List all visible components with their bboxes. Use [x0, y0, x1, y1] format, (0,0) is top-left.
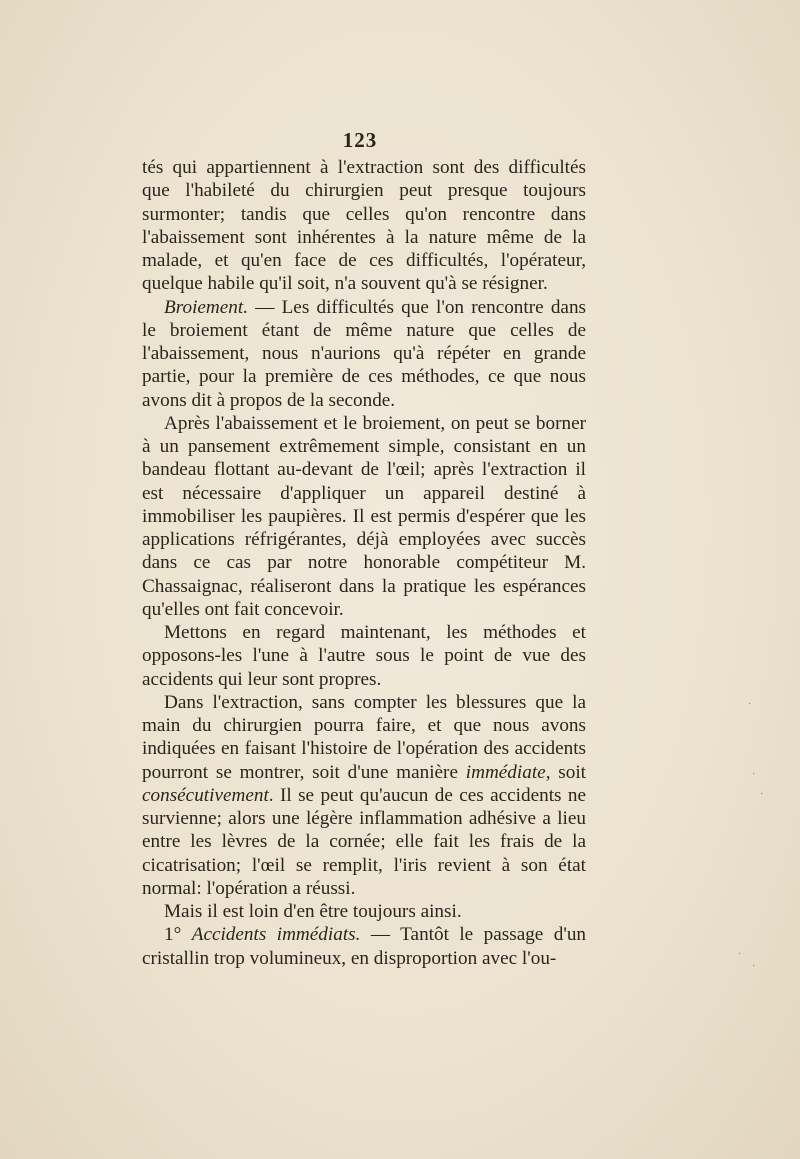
paragraph-2 — [142, 296, 586, 412]
paper-speck: · — [760, 789, 764, 800]
paper-speck: · — [738, 949, 742, 960]
numbered-lead: 1° — [164, 924, 192, 946]
paragraph-2-text: — Les difficultés que l'on rencontre dans le broiement étant de même nature que celles de l'abaissement, nous n'aurions qu'à répéter en grande partie, pour la première de ces méthodes, ce que nous avons dit à propos de la seconde. — [142, 296, 586, 411]
paragraph-5 — [142, 691, 586, 900]
body-text — [142, 156, 586, 970]
paragraph-5-part-3: . Il se peut qu'aucun de ces accidents ne survienne; alors une légère inflammation adhésive a lieu entre les lèvres de la cornée; elle fait les frais de la cicatrisation; l'œil se remplit, l'iris revient à son état normal: l'opération a réussi. — [142, 784, 586, 899]
paragraph-1: tés qui appartiennent à l'extraction sont des difficultés que l'habileté du chirurgien peut presque toujours surmonter; tandis que celles qu'on rencontre dans l'abaissement sont inhérentes à la nature même de la malade, et qu'en face de ces difficultés, l'opérateur, quelque habile qu'il soit, n'a souvent qu'à se résigner. — [142, 157, 586, 295]
paper-speck: · — [748, 699, 752, 710]
paper-speck: · — [752, 961, 756, 972]
page-number: 123 — [342, 128, 378, 152]
italic-consecutivement: consécutivement — [142, 784, 269, 806]
paragraph-5-part-2: , soit — [545, 761, 586, 783]
section-heading-broiement: Broiement. — [164, 296, 249, 318]
paragraph-6: Mais il est loin d'en être toujours ainsi. — [164, 901, 462, 922]
paragraph-3: Après l'abaissement et le broiement, on peut se borner à un pansement extrêmement simple, consistant en un bandeau flottant au-devant de l'œil; après l'extraction il est nécessaire d'appliquer un appareil destiné à immobiliser les paupières. Il est permis d'espérer que les applications réfrigérantes, déjà employées avec succès dans ce cas par notre honorable compétiteur M. Chassaignac, réaliseront dans la pratique les espérances qu'elles ont fait concevoir. — [142, 412, 586, 620]
paragraph-5-part-1: Dans l'extraction, sans compter les blessures que la main du chirurgien pourra faire, et que nous avons indiquées en faisant l'histoire de l'opération des accidents pourront se montrer, soit d'une manière — [142, 691, 586, 783]
paragraph-4: Mettons en regard maintenant, les méthodes et opposons-les l'une à l'autre sous le point de vue des accidents qui leur sont propres. — [142, 622, 586, 690]
italic-immediate: immédiate — [465, 761, 546, 783]
paper-speck: · — [752, 769, 756, 780]
paragraph-7 — [142, 923, 586, 970]
section-heading-accidents-immediats: Accidents immédiats. — [191, 924, 361, 946]
paragraph-7-text: — Tantôt le passage d'un cristallin trop volumineux, en disproportion avec l'ou- — [142, 924, 587, 969]
